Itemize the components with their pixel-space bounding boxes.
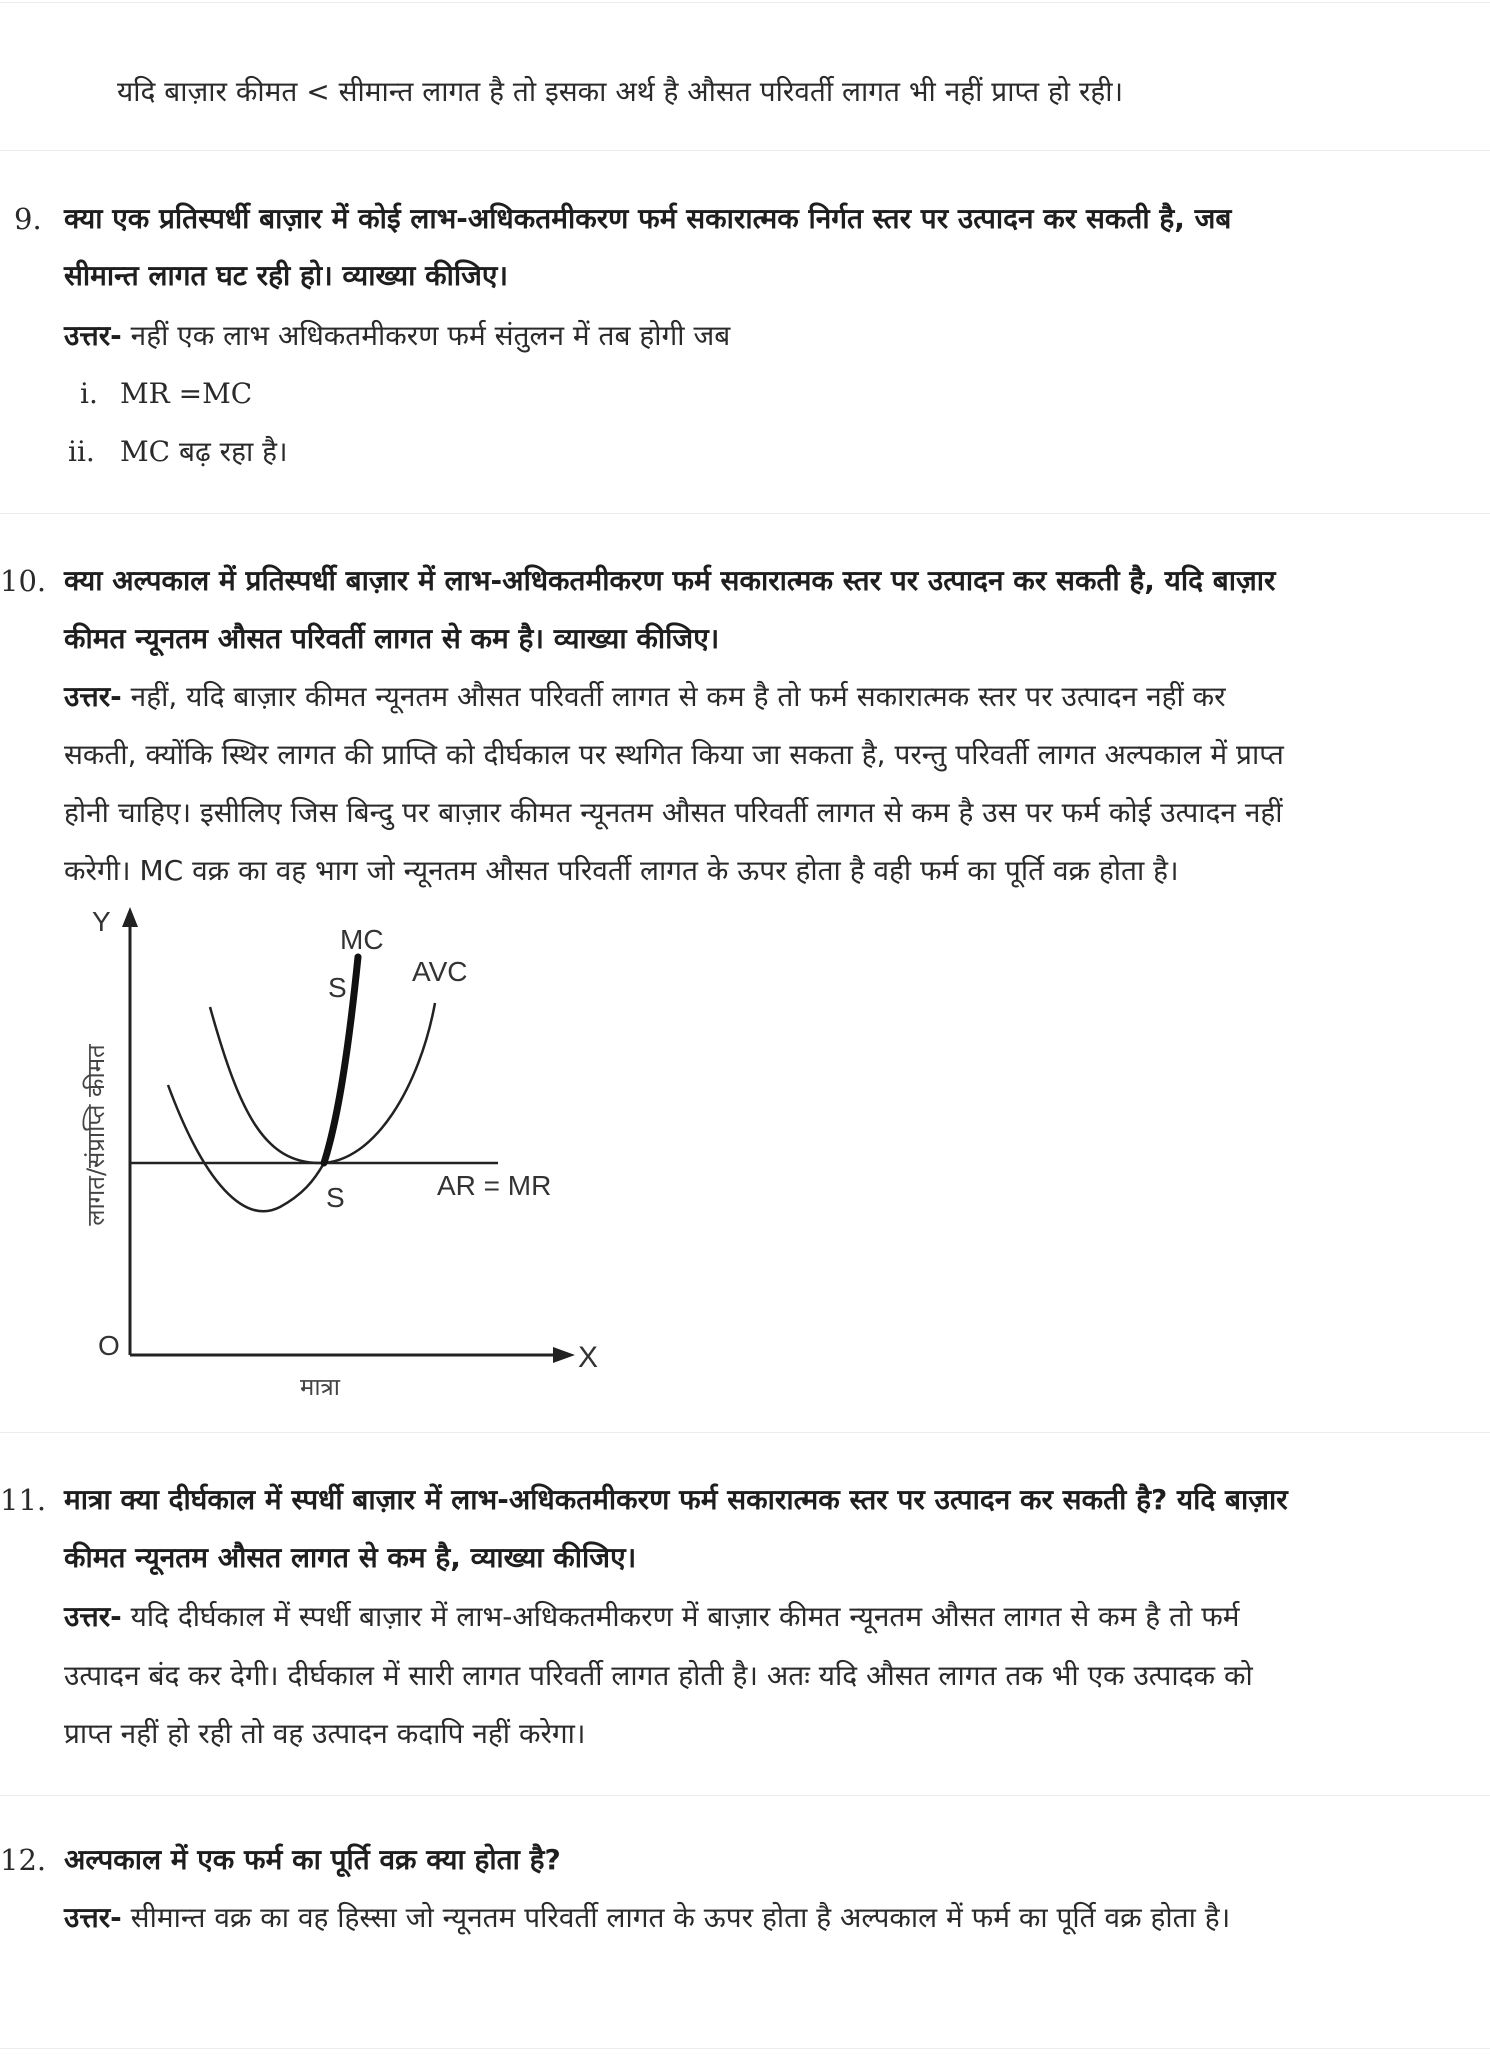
answer-line-3: प्राप्त नहीं हो रही तो वह उत्पादन कदापि नहीं करेगा।: [64, 1717, 586, 1750]
answer-line-4: करेगी। MC वक्र का वह भाग जो न्यूनतम औसत परिवर्ती लागत के ऊपर होता है वही फर्म का पूर्ति वक्र होता है।: [64, 854, 1179, 887]
origin-label: O: [98, 1330, 120, 1361]
question-text-line-1: अल्पकाल में एक फर्म का पूर्ति वक्र क्या होता है?: [64, 1843, 561, 1876]
s-upper-label: S: [328, 972, 347, 1003]
answer-label: उत्तर-: [64, 680, 122, 713]
question-number: 10.: [0, 564, 47, 598]
answer-line-1: [64, 316, 730, 356]
answer-line-2: सकती, क्योंकि स्थिर लागत की प्राप्ति को दीर्घकाल पर स्थगित किया जा सकता है, परन्तु परिवर्ती लागत अल्पकाल में प्राप्त: [64, 738, 1284, 771]
question-text-line-2: कीमत न्यूनतम औसत लागत से कम है, व्याख्या कीजिए।: [64, 1541, 637, 1574]
separator-4: [0, 1795, 1490, 1796]
y-axis-title: लागत/संप्राप्ति कीमत: [82, 1044, 110, 1226]
answer-text: नहीं, यदि बाज़ार कीमत न्यूनतम औसत परिवर्ती लागत से कम है तो फर्म सकारात्मक स्तर पर उत्पादन नहीं कर: [130, 680, 1226, 713]
list-marker-2: ii.: [68, 435, 95, 468]
question-text-line-2: सीमान्त लागत घट रही हो। व्याख्या कीजिए।: [64, 259, 508, 292]
separator-3: [0, 1432, 1490, 1433]
answer-label: उत्तर-: [64, 1600, 122, 1633]
separator-2: [0, 513, 1490, 514]
answer-line-1: [64, 1898, 1230, 1938]
answer-label: उत्तर-: [64, 1901, 122, 1934]
x-axis-title: मात्रा: [299, 1373, 341, 1401]
answer-line-1: [64, 677, 1226, 717]
answer-label: उत्तर-: [64, 319, 122, 352]
y-axis-letter: Y: [92, 906, 111, 937]
x-axis-letter: X: [578, 1341, 599, 1374]
avc-label: AVC: [412, 956, 468, 987]
answer-text: नहीं एक लाभ अधिकतमीकरण फर्म संतुलन में तब होगी जब: [130, 319, 731, 352]
ar-mr-label: AR = MR: [437, 1170, 552, 1201]
s-lower-label: S: [326, 1182, 345, 1213]
question-number: 11.: [0, 1483, 47, 1517]
answer-text: सीमान्त वक्र का वह हिस्सा जो न्यूनतम परिवर्ती लागत के ऊपर होता है अल्पकाल में फर्म का पूर्ति वक्र होता है।: [130, 1901, 1231, 1934]
cost-curves-diagram: [40, 895, 660, 1415]
list-item-2: [120, 432, 288, 472]
question-text-line-1: क्या अल्पकाल में प्रतिस्पर्धी बाज़ार में लाभ-अधिकतमीकरण फर्म सकारात्मक स्तर पर उत्पादन कर सकती है, यदि बाज़ार: [64, 564, 1276, 597]
list-marker-1: i.: [80, 377, 98, 410]
list-item-1: MR =MC: [120, 377, 253, 410]
answer-line-1: [64, 1597, 1240, 1637]
list-item-2-text: MC बढ़ रहा है।: [120, 435, 288, 468]
separator-bottom: [0, 2048, 1490, 2049]
avc-curve: [210, 1003, 435, 1163]
mc-curve-lower: [168, 1085, 324, 1211]
question-number: 12.: [0, 1843, 47, 1877]
intro-text: यदि बाज़ार कीमत < सीमान्त लागत है तो इसका अर्थ है औसत परिवर्ती लागत भी नहीं प्राप्त हो रही।: [117, 75, 1124, 108]
answer-line-3: होनी चाहिए। इसीलिए जिस बिन्दु पर बाज़ार कीमत न्यूनतम औसत परिवर्ती लागत से कम है उस पर फर्म कोई उत्पादन नहीं: [64, 796, 1283, 829]
question-number: 9.: [14, 202, 42, 236]
separator-1: [0, 150, 1490, 151]
y-axis-arrowhead: [122, 907, 138, 927]
separator-top: [0, 2, 1490, 3]
question-text-line-1: मात्रा क्या दीर्घकाल में स्पर्धी बाज़ार में लाभ-अधिकतमीकरण फर्म सकारात्मक स्तर पर उत्पादन कर सकती है? यदि बाज़ार: [64, 1483, 1288, 1516]
question-text-line-2: कीमत न्यूनतम औसत परिवर्ती लागत से कम है। व्याख्या कीजिए।: [64, 622, 720, 655]
mc-label: MC: [340, 924, 384, 955]
question-text-line-1: क्या एक प्रतिस्पर्धी बाज़ार में कोई लाभ-अधिकतमीकरण फर्म सकारात्मक निर्गत स्तर पर उत्पादन कर सकती है, जब: [64, 202, 1232, 235]
answer-text: यदि दीर्घकाल में स्पर्धी बाज़ार में लाभ-अधिकतमीकरण में बाज़ार कीमत न्यूनतम औसत लागत से कम है तो फर्म: [130, 1600, 1240, 1633]
x-axis-arrowhead: [553, 1347, 575, 1363]
answer-line-2: उत्पादन बंद कर देगी। दीर्घकाल में सारी लागत परिवर्ती लागत होती है। अतः यदि औसत लागत तक भी एक उत्पादक को: [64, 1659, 1253, 1692]
